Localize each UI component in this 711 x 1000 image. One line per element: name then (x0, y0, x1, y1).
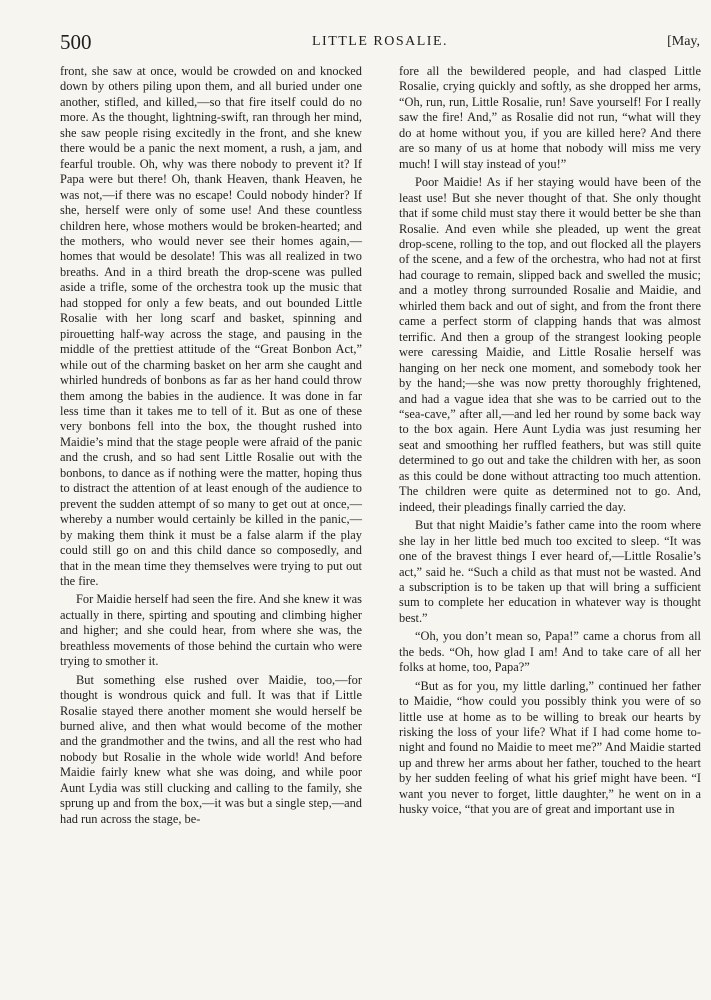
right-column (399, 64, 701, 818)
paragraph: “But as for you, my little darling,” continued her father to Maidie, “how could you possibly think you were of so little use at home as to be willing to break our hearts by risking the loss of your life? What if I had come home to-night and found no Maidie to meet me?” And Maidie started up and threw her arms about her father, touched to the heart by her sudden feeling of what his grief might have been. “I want you never to forget, little daughter,” he went on in a husky voice, “that you are of great and important use in (399, 678, 701, 817)
page-number: 500 (60, 30, 92, 54)
issue-month: [May, (667, 34, 700, 49)
running-title: LITTLE ROSALIE. (311, 34, 449, 49)
left-column (60, 64, 362, 827)
paragraph: Poor Maidie! As if her staying would have been of the least use! But she never thought of that. She only thought that if some child must stay there it would better be she than Rosalie. And even while she pleaded, up went the great drop-scene, rolling to the top, and out flocked all the players of the scene, and a few of the orchestra, who had not at first had courage to remain, slipped back and swelled the music; and a motley throng surrounded Rosalie and Maidie, and whirled them back and out of sight, and from the front there came a perfect storm of clapping hands that was almost terrific. And then a group of the strangest looking people were caressing Maidie, and Little Rosalie herself was hanging on her neck one moment, and somebody took her by the hand;—she was now pretty thoroughly frightened, and had a vague idea that she was to be carried out to the “sea-cave,” after all,—and led her round by some back way to the box again. Here Aunt Lydia was just resuming her seat and smoothing her ruffled feathers, but was still quite determined to go out and take the children with her, as soon as this could be done without attracting too much attention. The children were quite as determined not to go. And, indeed, their pleadings finally carried the day. (399, 175, 701, 514)
paragraph: But that night Maidie’s father came into the room where she lay in her little bed much too excited to sleep. “It was one of the bravest things I ever heard of,—Little Rosalie’s act,” said he. “Such a child as that must not be wasted. And a subscription is to be taken up that will bring a sufficient sum to complete her education in whatever way is thought best.” (399, 518, 701, 625)
paragraph: But something else rushed over Maidie, too,—for thought is wondrous quick and full. It was that if Little Rosalie stayed there another moment she would herself be burned alive, and then what would become of the mother and the grandmother and the twins, and all the rest who had nobody but Rosalie in the whole wide world! And before Maidie fairly knew what she was doing, and while poor Aunt Lydia was still clucking and calling to the family, she sprung up and from the box,—it was but a single step,—and had run across the stage, be- (60, 672, 362, 826)
paragraph: fore all the bewildered people, and had clasped Little Rosalie, crying quickly and softly, as she dropped her arms, “Oh, run, run, Little Rosalie, run! Save yourself! For I really saw the fire! And,” as Rosalie did not run, “what will they do at home without you, if you are killed here? And there are so many of us at home that nobody will miss me very much! I will stay instead of you!” (399, 64, 701, 171)
paragraph: For Maidie herself had seen the fire. And she knew it was actually in there, spirting and spouting and climbing higher and higher; and she could hear, from where she was, the breathless movements of those behind the curtain who were trying to smother it. (60, 592, 362, 669)
running-header (60, 26, 700, 54)
paragraph: front, she saw at once, would be crowded on and knocked down by others piling upon them, and all buried under one another, stifled, and killed,—so that fire itself could do no more. As the thought, lightning-swift, ran through her mind, she saw people rising excitedly in the front, and she knew there would be a panic the next moment, a rush, a jam, and fearful trouble. Oh, why was there nobody to prevent it? If Papa were but there! Oh, thank Heaven, thank Heaven, he was not,—if there was no escape! Could nobody hinder? If she, herself were only of some use! And these countless children here, whose mothers would be broken-hearted; and the mothers, who would never see their homes again,—homes that would be desolate! This was all realized in two breaths. And in a third breath the drop-scene was pulled aside a trifle, some of the orchestra took up the music that had stopped for only a few beats, and out bounded Little Rosalie with her long scarf and basket, spinning and pirouetting half-way across the stage, and pausing in the middle of the prettiest attitude of the “Great Bonbon Act,” while out of the charming basket on her arm she caught and whirled hundreds of bonbons as far as her hand could throw them among the babies in the audience. It was done in far less time than it takes me to tell of it. But as one of these very bonbons fell into the box, the thought rushed into Maidie’s mind that the stage people were afraid of the panic and the crush, and so had sent Little Rosalie out with the bonbons, to dance as if nothing were the matter, hoping thus to distract the attention of at least enough of the audience to prevent the sudden attempt of so many to get out at once,—whereby a number would certainly be killed in the panic,—by making them think it must be a false alarm if the play could still go on and this child dance so composedly, and that in the mean time they themselves were trying to put out the fire. (60, 64, 362, 588)
paragraph: “Oh, you don’t mean so, Papa!” came a chorus from all the beds. “Oh, how glad I am! And to take care of all her folks at home, too, Papa?” (399, 629, 701, 675)
